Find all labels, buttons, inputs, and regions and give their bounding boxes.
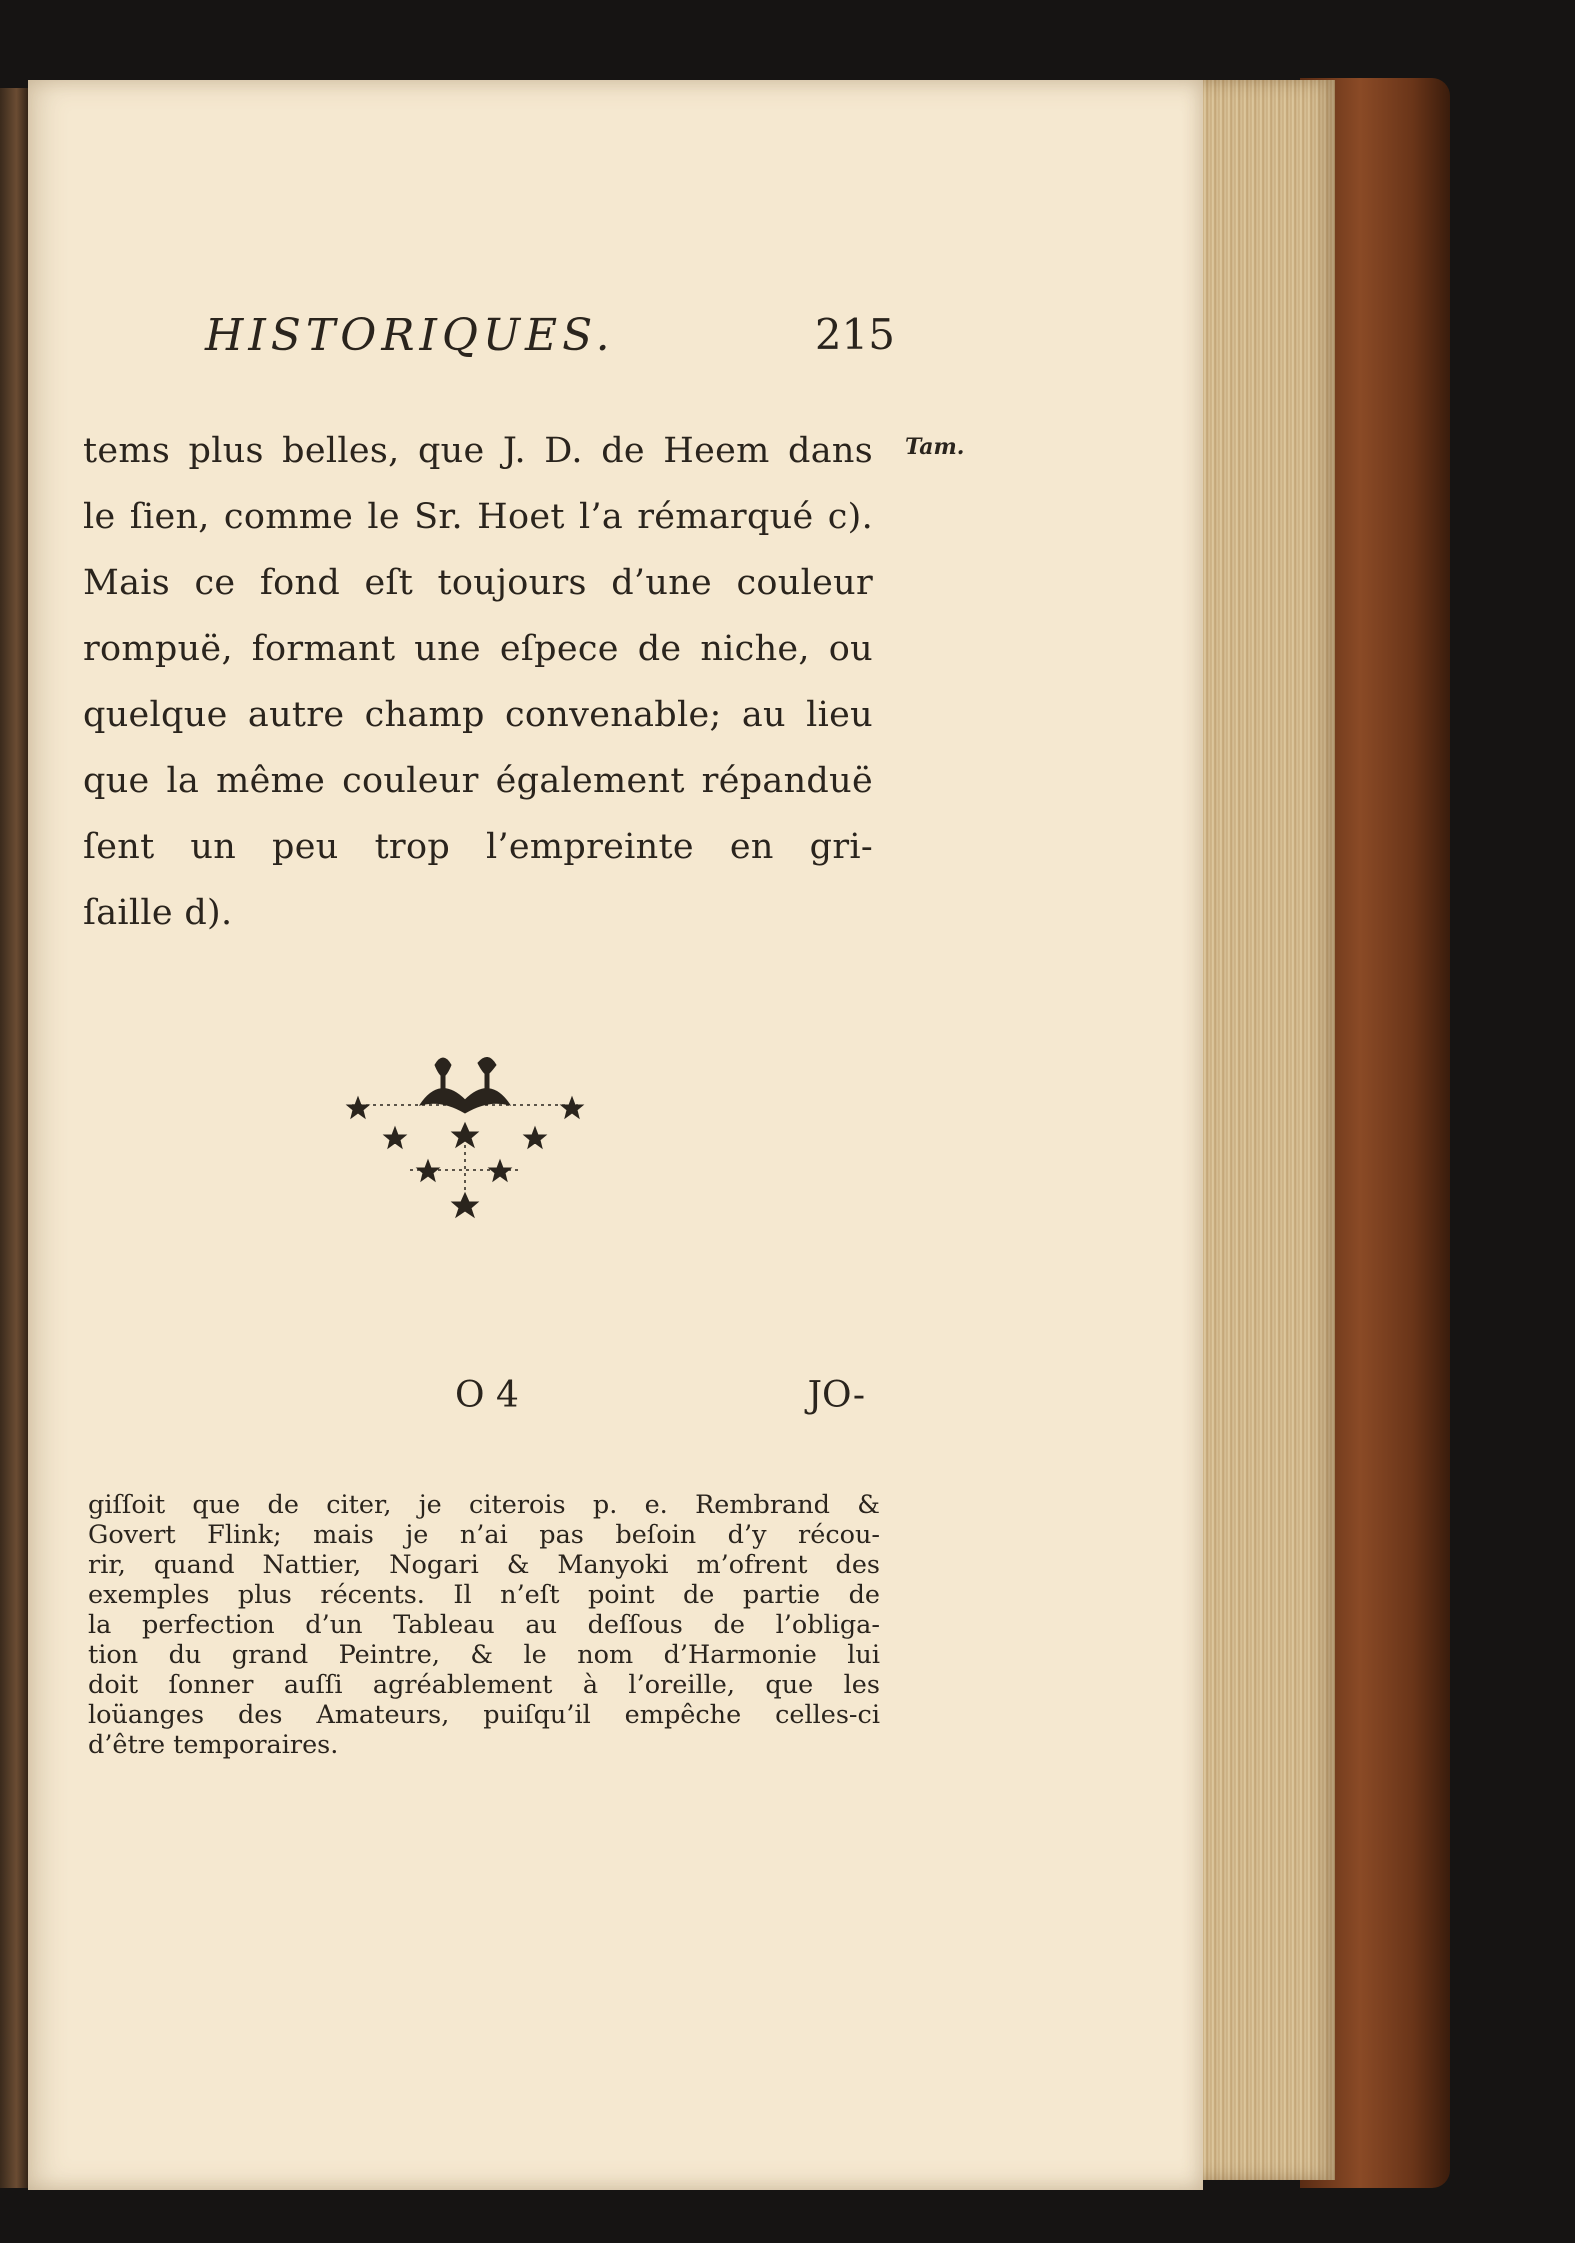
ornament-flower-right xyxy=(478,1057,496,1075)
ornament-flower-left xyxy=(435,1058,451,1077)
signature-mark: O 4 xyxy=(455,1375,519,1416)
body-line: ſent un peu trop l’empreinte en gri- xyxy=(83,827,873,867)
ornament-svg xyxy=(340,1045,590,1230)
running-head-title: HISTORIQUES. xyxy=(205,310,615,361)
footnote-line: rir, quand Nattier, Nogari & Manyoki m’ofrent des xyxy=(88,1550,880,1580)
footnote xyxy=(88,1490,880,1760)
page-fore-edge xyxy=(1185,80,1335,2180)
footnote-line: tion du grand Peintre, & le nom d’Harmonie lui xyxy=(88,1640,880,1670)
ornament-star xyxy=(417,1160,439,1181)
ornament-star xyxy=(452,1193,478,1217)
catchword: JO- xyxy=(807,1375,865,1416)
ornament-star xyxy=(561,1097,583,1118)
footnote-line: doit ſonner auſſi agréablement à l’oreille, que les xyxy=(88,1670,880,1700)
body-line: tems plus belles, que J. D. de Heem dans xyxy=(83,431,873,471)
ornament-star xyxy=(347,1097,369,1118)
ornament-scroll xyxy=(420,1089,510,1113)
body-line: que la même couleur également répanduë xyxy=(83,761,873,801)
footnote-line: Govert Flink; mais je n’ai pas beſoin d’y récou- xyxy=(88,1520,880,1550)
ornament-star xyxy=(384,1127,406,1148)
body-text xyxy=(83,418,873,946)
body-line: Mais ce fond eſt toujours d’une couleur xyxy=(83,563,873,603)
body-line: rompuë, formant une eſpece de niche, ou xyxy=(83,629,873,669)
signature-line xyxy=(455,1375,865,1435)
body-line: le ſien, comme le Sr. Hoet l’a rémarqué c). xyxy=(83,497,873,537)
body-line: quelque autre champ convenable; au lieu xyxy=(83,695,873,735)
left-binding-edge xyxy=(0,88,30,2188)
running-head xyxy=(205,310,895,370)
page-number: 215 xyxy=(814,310,895,359)
book-page xyxy=(28,80,1203,2190)
footnote-line: loüanges des Amateurs, puiſqu’il empêche celles-ci xyxy=(88,1700,880,1730)
ornament-star xyxy=(524,1127,546,1148)
footnote-line: la perfection d’un Tableau au deſſous de l’obliga- xyxy=(88,1610,880,1640)
footnote-line: giſſoit que de citer, je citerois p. e. Rembrand & xyxy=(88,1490,880,1520)
printers-ornament-icon xyxy=(340,1045,590,1230)
body-line: ſaille d). xyxy=(83,893,233,933)
footnote-line: d’être temporaires. xyxy=(88,1730,339,1760)
ornament-star xyxy=(489,1160,511,1181)
margin-note: Tam. xyxy=(905,434,965,460)
footnote-line: exemples plus récents. Il n’eſt point de partie de xyxy=(88,1580,880,1610)
ornament-star xyxy=(452,1123,478,1147)
